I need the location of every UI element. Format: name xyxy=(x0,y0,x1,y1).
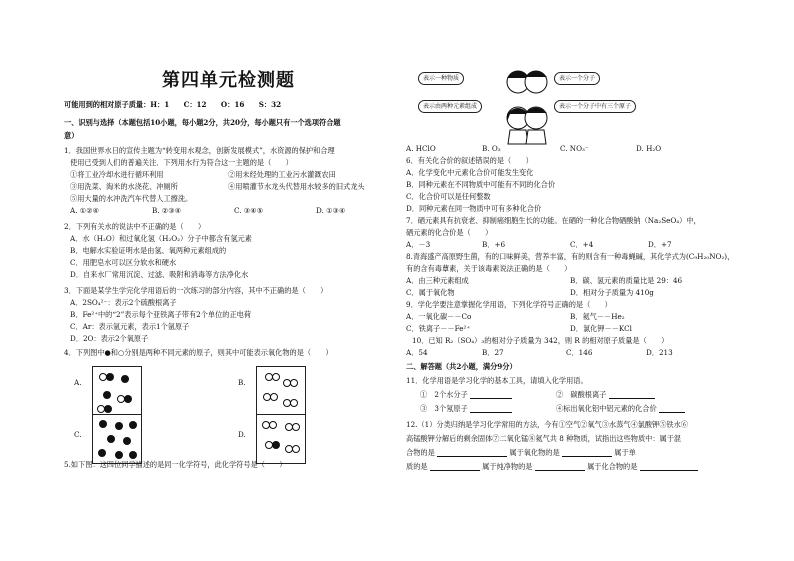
q2-choice-d[interactable]: D．自来水厂常用沉淀、过滤、吸附和消毒等方法净化水 xyxy=(70,270,249,279)
q11-part-1-label: ① 2个水分子 xyxy=(420,390,468,399)
q10-choice-c[interactable]: C．146 xyxy=(566,348,593,357)
q12-line4 xyxy=(406,462,698,471)
q4-choice-d-label[interactable]: D. xyxy=(238,430,246,439)
q1-choice-c[interactable]: C. ③④⑤ xyxy=(234,206,264,215)
q9-choice-a[interactable]: A．一氧化碳－－Co xyxy=(406,312,472,321)
q3-choice-d[interactable]: D．2O：表示2个氧原子 xyxy=(70,334,149,343)
q11-part-4 xyxy=(556,404,685,413)
q12-oxide-label: 属于氧化物的是 xyxy=(509,448,560,457)
students-figure xyxy=(418,62,698,146)
q3-stem: 3．下面是某学生学完化学用语后的一次练习的部分内容，其中不正确的是（ ） xyxy=(64,286,328,295)
q8-line2: 有的含有毒蕈素，关于该毒素说法正确的是（ ） xyxy=(406,264,572,273)
q2-choice-b[interactable]: B．电解水实验证明水是由氢、氧两种元素组成的 xyxy=(70,246,227,255)
q1-option-2: ②用未经处理的工业污水灌溉农田 xyxy=(228,170,336,179)
q8-choice-d[interactable]: D．相对分子质量为 410g xyxy=(570,288,654,297)
q11-answer-2[interactable] xyxy=(609,391,655,399)
q1-option-5: ⑤用大量的水冲洗汽车代替人工擦洗。 xyxy=(70,194,193,203)
q11-part-3 xyxy=(420,404,512,413)
q3-choice-c[interactable]: C．Ar：表示氩元素，表示1个氩原子 xyxy=(70,322,190,331)
q2-stem: 2．下列有关水的说法中不正确的是（ ） xyxy=(64,222,206,231)
q5-cartoon xyxy=(418,62,698,146)
q5-choice-b[interactable]: B. O₃ xyxy=(482,144,501,153)
q11-part-1 xyxy=(420,390,512,399)
q10-choice-b[interactable]: B．27 xyxy=(482,348,504,357)
q8-choice-b[interactable]: B．碳、氢元素的质量比是 29：46 xyxy=(570,276,683,285)
q11-part-4-label: ④标出氧化铝中铝元素的化合价 xyxy=(556,404,657,413)
q12-element-label: 属于单 xyxy=(614,448,636,457)
q11-part-2-label: ② 碳酸根离子 xyxy=(556,390,607,399)
q4-diagram-c[interactable] xyxy=(92,414,142,464)
q7-line1: 7．硒元素具有抗衰老、抑制癌细胞生长的功能。在硒的一种化合物硒酸钠（Na₂SeO₄）中， xyxy=(406,216,701,225)
page-title: 第四单元检测题 xyxy=(162,70,295,91)
q1-option-1: ①将工业冷却水进行循环利用 xyxy=(70,170,164,179)
q7-choice-d[interactable]: D．+7 xyxy=(648,240,672,249)
q4-diagram-d[interactable] xyxy=(256,414,306,464)
q4-diagram-a[interactable] xyxy=(92,366,142,416)
q5-choice-a[interactable]: A. HClO xyxy=(406,144,436,153)
q4-choice-a-label[interactable]: A. xyxy=(74,378,82,387)
q12-element-answer[interactable] xyxy=(430,463,480,471)
q6-choice-a[interactable]: A．化学变化中元素化合价可能发生变化 xyxy=(406,168,534,177)
q10-choice-a[interactable]: A．54 xyxy=(406,348,428,357)
q2-choice-c[interactable]: C．用肥皂水可以区分软水和硬水 xyxy=(70,258,177,267)
q3-choice-b[interactable]: B．Fe²⁺中的“2”表示每个亚铁离子带有2个单位的正电荷 xyxy=(70,310,252,319)
q8-line1: 8.青海盛产高原野生菌，有的口味鲜美，营养丰富，有的则含有一种毒蝇碱，其化学式为(C₉H₂₀NO₂)， xyxy=(406,252,735,261)
q9-choice-b[interactable]: B．氦气－－He₂ xyxy=(570,312,625,321)
q10-stem: 10．已知 R₂（SO₄）₃的相对分子质量为 342，则 R 的相对原子质量是（ ） xyxy=(412,336,669,345)
q8-choice-c[interactable]: C．属于氧化物 xyxy=(406,288,455,297)
q12-compound-answer[interactable] xyxy=(640,463,698,471)
q12-line2: 高锰酸钾分解后的剩余固体⑦二氧化锰⑧氦气共 8 种物质，试指出这些物质中：属于混 xyxy=(406,434,682,443)
q9-choice-c[interactable]: C．铁离子－－Fe²⁺ xyxy=(406,324,471,333)
q6-choice-b[interactable]: B．同种元素在不同物质中可能有不同的化合价 xyxy=(406,180,556,189)
q11-answer-3[interactable] xyxy=(470,405,512,413)
q6-choice-c[interactable]: C．化合价可以是任何整数 xyxy=(406,192,491,201)
section2-heading: 二、解答题（共2小题，满分9分） xyxy=(406,362,517,371)
q11-answer-4[interactable] xyxy=(659,405,685,413)
q1-choice-d[interactable]: D. ①③④ xyxy=(316,206,346,215)
q12-oxide-answer[interactable] xyxy=(562,449,612,457)
q5-bubble-2: 表示一个分子 xyxy=(554,72,600,85)
q1-option-3: ③用洗菜、淘米的水浇花、冲厕所 xyxy=(70,182,178,191)
q5-bubble-4: 表示一个分子中有三个原子 xyxy=(554,100,636,113)
q12-mixture-answer[interactable] xyxy=(437,449,507,457)
q7-line2: 硒元素的化合价是（ ） xyxy=(406,228,493,237)
q5-bubble-3: 表示由两种元素组成 xyxy=(418,100,482,113)
q1-choice-a[interactable]: A. ①②④ xyxy=(70,206,100,215)
q12-line3 xyxy=(406,448,636,457)
q5-bubble-1: 表示一种物质 xyxy=(418,72,464,85)
q11-part-2 xyxy=(556,390,655,399)
q12-line1: 12.（1）分类归纳是学习化学常用的方法，今有①空气②氧气③水蒸气④氯酸钾⑤铁水⑥ xyxy=(406,420,688,429)
q11-part-3-label: ③ 3个氖原子 xyxy=(420,404,468,413)
q12-mixture-label: 合物的是 xyxy=(406,448,435,457)
q4-choice-c-label[interactable]: C. xyxy=(74,430,82,439)
q3-choice-a[interactable]: A．2SO₄²⁻：表示2个硫酸根离子 xyxy=(70,298,177,307)
q12-pure-answer[interactable] xyxy=(535,463,585,471)
q5-choice-c[interactable]: C. NO₃⁻ xyxy=(560,144,589,153)
q12-element-label-cont: 质的是 xyxy=(406,462,428,471)
q1-choice-b[interactable]: B. ②③④ xyxy=(152,206,182,215)
q5-stem: 5.如下图：这四位同学描述的是同一化学符号，此化学符号是（ ） xyxy=(64,460,287,469)
q6-stem: 6．有关化合价的叙述错误的是（ ） xyxy=(406,156,533,165)
q10-choice-d[interactable]: D．213 xyxy=(646,348,673,357)
q2-choice-a[interactable]: A．水（H₂O）和过氧化氢（H₂O₂）分子中都含有氢元素 xyxy=(70,234,252,243)
q8-choice-a[interactable]: A．由三种元素组成 xyxy=(406,276,469,285)
q5-choice-d[interactable]: D. H₂O xyxy=(636,144,662,153)
atomic-masses: 可能用到的相对原子质量：H：1 C：12 O：16 S：32 xyxy=(64,100,282,109)
q7-choice-b[interactable]: B．+6 xyxy=(482,240,506,249)
q12-pure-label: 属于纯净物的是 xyxy=(482,462,533,471)
q4-choice-b-label[interactable]: B. xyxy=(238,378,246,387)
q4-diagram-b[interactable] xyxy=(256,366,306,416)
section1-heading: 一、识别与选择（本题包括10小题，每小题2分，共20分，每小题只有一个选项符合题 xyxy=(64,118,341,127)
section1-heading-cont: 意） xyxy=(64,131,79,140)
q11-stem: 11．化学用语是学习化学的基本工具，请填入化学用语。 xyxy=(406,376,588,385)
q4-stem: 4．下列图中●和○分别是两种不同元素的原子，则其中可能表示氧化物的是（ ） xyxy=(64,348,333,357)
q7-choice-a[interactable]: A．－3 xyxy=(406,240,431,249)
q1-line1: 1．我国世界水日的宣传主题为“转变用水观念，创新发展模式”，水资源的保护和合理 xyxy=(64,146,335,155)
q1-line2: 使用已受到人们的普遍关注．下列用水行为符合这一主题的是（ ） xyxy=(70,158,293,167)
q9-choice-d[interactable]: D．氯化钾－－KCl xyxy=(570,324,632,333)
q9-stem: 9．学化学要注意掌握化学用语，下列化学符号正确的是（ ） xyxy=(406,300,612,309)
q11-answer-1[interactable] xyxy=(470,391,512,399)
q12-compound-label: 属于化合物的是 xyxy=(587,462,638,471)
q6-choice-d[interactable]: D．同种元素在同一物质中可有多种化合价 xyxy=(406,204,542,213)
q7-choice-c[interactable]: C．+4 xyxy=(570,240,594,249)
q1-option-4: ④用喷灌节水龙头代替用水较多的旧式龙头 xyxy=(228,182,365,191)
